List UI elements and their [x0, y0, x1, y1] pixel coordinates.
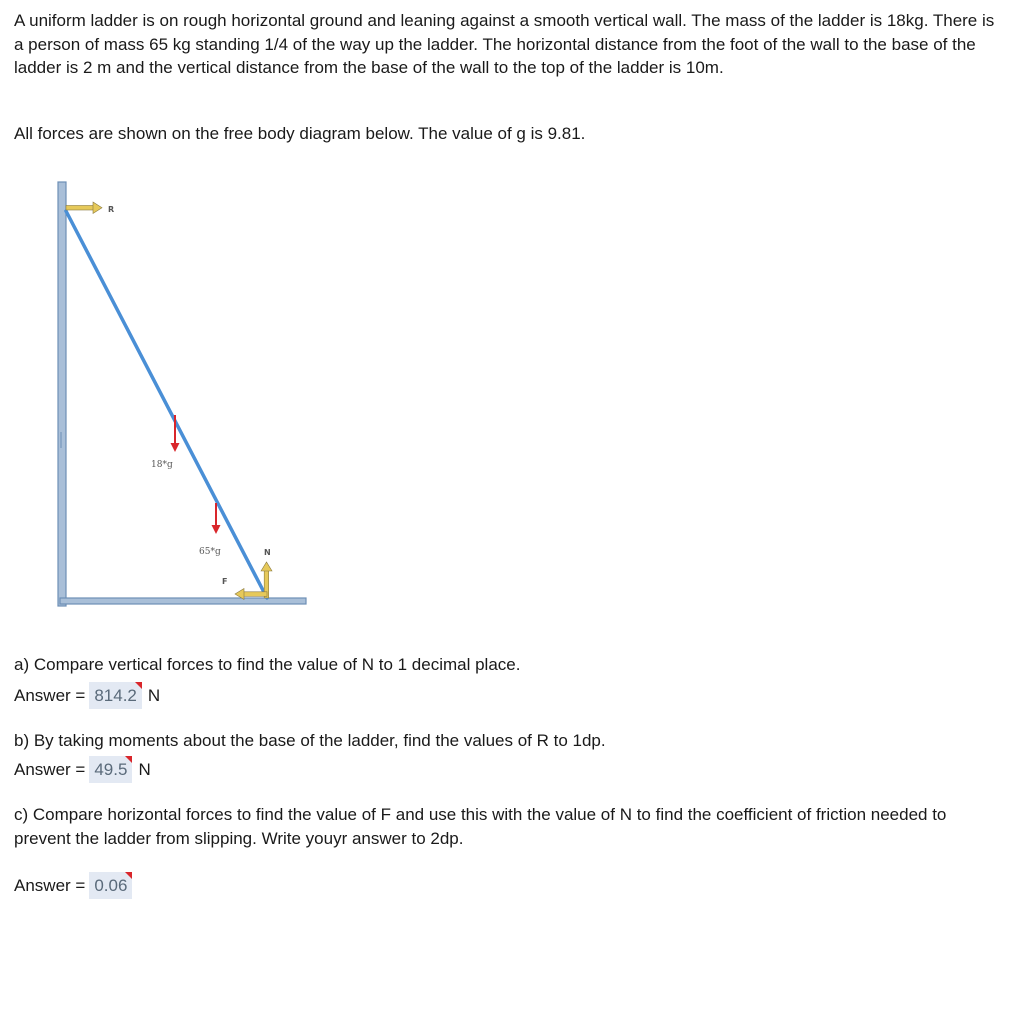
diagram-intro: All forces are shown on the free body diagram below. The value of g is 9.81. [14, 124, 586, 143]
flag-icon [125, 756, 132, 763]
ladder [66, 211, 267, 598]
answer-a-input[interactable] [89, 682, 142, 709]
f-force-label: F [222, 577, 228, 586]
answer-label: Answer = [14, 685, 86, 705]
r-force-arrow [66, 202, 102, 214]
r-force-label: R [108, 205, 115, 214]
question-a-answer-row [14, 682, 160, 709]
ladder-weight-arrow [171, 415, 180, 452]
question-c-prompt: c) Compare horizontal forces to find the value of F and use this with the value of N to find the coefficient of friction needed to prevent the ladder from slipping. Write youyr answer to 2dp. [14, 805, 947, 848]
free-body-diagram [0, 175, 330, 615]
wall [58, 182, 66, 606]
question-a-prompt: a) Compare vertical forces to find the value of N to 1 decimal place. [14, 655, 521, 674]
answer-b-value: 49.5 [94, 760, 128, 779]
problem-statement: A uniform ladder is on rough horizontal ground and leaning against a smooth vertical wall. The mass of the ladder is 18kg. There is a person of mass 65 kg standing 1/4 of the way up the ladder. The horizontal distance from the foot of the wall to the base of the ladder is 2 m and the vertical distance from the base of the wall to the top of the ladder is 10m. [14, 11, 995, 77]
question-c-answer-row [14, 872, 138, 899]
answer-c-input[interactable] [89, 872, 132, 899]
person-weight-label: 65*g [199, 547, 221, 557]
answer-b-input[interactable] [89, 756, 132, 783]
question-b-prompt: b) By taking moments about the base of the ladder, find the values of R to 1dp. [14, 731, 606, 750]
answer-b-unit: N [138, 759, 151, 779]
flag-icon [135, 682, 142, 689]
answer-a-unit: N [147, 685, 161, 705]
n-force-label: N [264, 548, 271, 557]
ground [60, 598, 306, 604]
flag-icon [125, 872, 132, 879]
answer-c-value: 0.06 [94, 876, 128, 895]
answer-label: Answer = [14, 875, 86, 895]
answer-label: Answer = [14, 759, 86, 779]
question-b-answer-row [14, 756, 151, 783]
ladder-weight-label: 18*g [151, 460, 173, 470]
answer-a-value: 814.2 [94, 686, 137, 705]
